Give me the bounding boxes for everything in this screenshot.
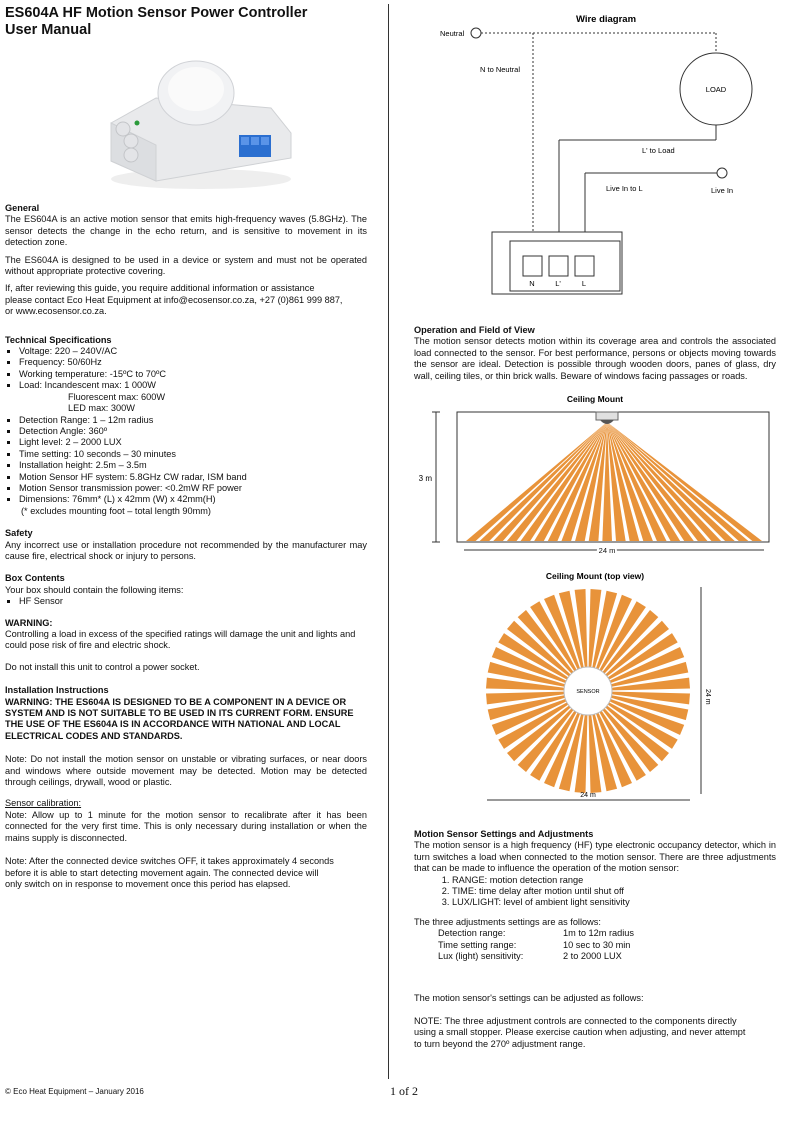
- top-view-diagram: [414, 567, 776, 817]
- adjust-as: The motion sensor's settings can be adjusted as follows:: [414, 992, 644, 1003]
- spec-range: ▪ Detection Range: 1 – 12m radius: [19, 415, 367, 426]
- spec-load-incandescent: Load: Incandescent max: 1 000W: [19, 380, 156, 391]
- general-p3a: If, after reviewing this guide, you require additional information or assistance: [5, 283, 315, 294]
- calibration-note: Note: Allow up to 1 minute for the motion sensor to recalibrate after it has been connected for the very first time. This is only necessary during installation or when the mains supply is disconnected.: [5, 809, 367, 843]
- setting-lux: 3. LUX/LIGHT: level of ambient light sensitivity: [452, 897, 776, 908]
- page-number: 1 of 2: [390, 1084, 418, 1098]
- settings-row: [414, 940, 776, 951]
- specs-heading: Technical Specifications: [5, 334, 112, 345]
- general-p3c: or www.ecosensor.co.za.: [5, 306, 107, 317]
- general-p3b: please contact Eco Heat Equipment at info@ecosensor.co.za, +27 (0)861 999 887,: [5, 294, 343, 305]
- warning-p1: Controlling a load in excess of the specified ratings will damage the unit and lights and could pose risk of fire and electric shock.: [5, 629, 356, 651]
- ceiling-mount-diagram: [414, 390, 776, 555]
- spec-dims-text: Dimensions: 76mm* (L) x 42mm (W) x 42mm(H): [19, 494, 216, 505]
- spec-frequency: ▪ Frequency: 50/60Hz: [19, 357, 367, 368]
- spec-voltage: ▪ Voltage: 220 – 240V/AC: [19, 346, 367, 357]
- sensor-mount: [596, 412, 618, 420]
- wire-diagram-title: Wire diagram: [575, 14, 637, 25]
- settings-row-value: 1m to 12m radius: [563, 928, 634, 939]
- spec-load-fluorescent: Fluorescent max: 600W: [68, 391, 166, 402]
- settings-note-c: to turn beyond the 270º adjustment range.: [414, 1038, 586, 1049]
- load-label: LOAD: [705, 85, 727, 94]
- spec-load-led: LED max: 300W: [68, 403, 135, 414]
- spec-angle: ▪ Detection Angle: 360º: [19, 426, 367, 437]
- general-p2: The ES604A is designed to be used in a device or system and must not be operated without appropriate protective covering.: [5, 254, 367, 277]
- width-label: 24 m: [598, 546, 616, 556]
- terminal-l-prime-label: L': [555, 279, 561, 288]
- settings-intro: The motion sensor is a high frequency (HF) type electronic occupancy detector, which in turn switches a load when connected to the motion sensor. There are three adjustments that can be made to influence the operation of the motion sensor:: [414, 840, 776, 874]
- switch-off-note-c: only switch on in response to movement once this period has elapsed.: [5, 878, 291, 889]
- settings-list: [414, 875, 776, 909]
- l-to-load-label: L' to Load: [642, 146, 675, 155]
- sensor-label: SENSOR: [576, 689, 600, 696]
- live-in-label: Live In: [711, 186, 734, 195]
- terminal-n: [523, 256, 542, 276]
- install-heading: Installation Instructions: [5, 685, 109, 696]
- left-column: [5, 5, 367, 890]
- top-view-title: Ceiling Mount (top view): [545, 571, 645, 582]
- warning-heading: WARNING:: [5, 617, 53, 628]
- operation-heading: Operation and Field of View: [414, 325, 535, 335]
- operation-text: The motion sensor detects motion within its coverage area and controls the associated load connected to the sensor. For best performance, persons or objects moving towards the sensor are ideal. Detection is possible through wooden doors, panes of glass, dry wall, ceiling tiles, or thin brick walls. Beware of windows facing passages or roads.: [414, 336, 776, 381]
- general-heading: General: [5, 203, 40, 213]
- spec-dims: [19, 494, 367, 517]
- spec-load: [19, 380, 367, 414]
- wire-diagram: [414, 5, 776, 317]
- settings-row-key: Time setting range:: [438, 939, 517, 950]
- settings-row-value: 2 to 2000 LUX: [563, 951, 622, 962]
- ceiling-mount-title: Ceiling Mount: [566, 394, 624, 405]
- terminal-l: [575, 256, 594, 276]
- neutral-label: Neutral: [440, 29, 465, 38]
- install-note: Note: Do not install the motion sensor on unstable or vibrating surfaces, or near doors and windows where outside movement may be detected. Motion may be detected through ceilings, drywall, wood or plastic.: [5, 754, 367, 788]
- box-text: Your box should contain the following items:: [5, 584, 184, 595]
- product-image: [101, 53, 301, 193]
- column-divider: [388, 4, 389, 1079]
- bottom-label: 24 m: [580, 792, 596, 800]
- terminal-n-label: N: [529, 279, 535, 288]
- spec-time: ▪ Time setting: 10 seconds – 30 minutes: [19, 449, 367, 460]
- warning-p2: Do not install this unit to control a power socket.: [5, 661, 200, 672]
- settings-row-key: Detection range:: [438, 928, 506, 939]
- safety-text: Any incorrect use or installation procedure not recommended by the manufacturer may cause fire, electrical shock or injury to persons.: [5, 539, 367, 561]
- adjust-intro: The three adjustments settings are as follows:: [414, 916, 601, 927]
- spec-height: ▪ Installation height: 2.5m – 3.5m: [19, 460, 367, 471]
- live-in-to-l-label: Live In to L: [606, 184, 643, 193]
- right-column: [414, 5, 776, 1050]
- calibration-heading: Sensor calibration:: [5, 798, 82, 809]
- title-line-2: User Manual: [5, 22, 92, 38]
- settings-row: [414, 928, 776, 939]
- n-to-neutral-label: N to Neutral: [480, 65, 521, 74]
- terminal-l-label: L: [581, 279, 587, 288]
- setting-time: 2. TIME: time delay after motion until shut off: [452, 886, 776, 897]
- box-item: ▪ HF Sensor: [19, 596, 367, 607]
- spec-power: ▪ Motion Sensor transmission power: <0.2mW RF power: [19, 483, 367, 494]
- live-in-terminal: [717, 168, 727, 178]
- general-p1: The ES604A is an active motion sensor that emits high-frequency waves (5.8GHz). The sensor detects the change in the echo return, and is sensitive to movement in its detection zone.: [5, 214, 367, 248]
- install-warning: WARNING: THE ES604A IS DESIGNED TO BE A COMPONENT IN A DEVICE OR SYSTEM AND IS NOT SUITABLE TO BE USED IN ITS CURRENT FORM. ENSURE THE USE OF THE ES604A IS IN ACCORDANCE WITH NATIONAL AND LOCAL ELECTRICAL CODES AND STANDARDS.: [5, 696, 354, 741]
- terminal-l-prime: [549, 256, 568, 276]
- footer-copyright: © Eco Heat Equipment – January 2016: [5, 1087, 144, 1096]
- neutral-terminal: [471, 28, 481, 38]
- settings-row: [414, 951, 776, 962]
- settings-row-key: Lux (light) sensitivity:: [438, 951, 524, 962]
- spec-light: ▪ Light level: 2 – 2000 LUX: [19, 437, 367, 448]
- side-label: 24 m: [704, 689, 711, 705]
- height-label: 3 m: [418, 474, 432, 484]
- box-heading: Box Contents: [5, 573, 65, 584]
- spec-hf: ▪ Motion Sensor HF system: 5.8GHz CW radar, ISM band: [19, 472, 367, 483]
- specs-list: [5, 346, 367, 517]
- title-line-1: ES604A HF Motion Sensor Power Controller: [5, 5, 308, 21]
- switch-off-note-b: before it is able to start detecting movement again. The connected device will: [5, 867, 319, 878]
- settings-note-a: NOTE: The three adjustment controls are connected to the components directly: [414, 1015, 737, 1026]
- settings-note-b: using a small stopper. Please exercise caution when adjusting, and never attempt: [414, 1027, 746, 1038]
- spec-dims-note: (* excludes mounting foot – total length 90mm): [21, 505, 211, 516]
- spec-temp: ▪ Working temperature: -15ºC to 70ºC: [19, 369, 367, 380]
- setting-range: 1. RANGE: motion detection range: [452, 875, 776, 886]
- settings-row-value: 10 sec to 30 min: [563, 939, 631, 950]
- switch-off-note-a: Note: After the connected device switches OFF, it takes approximately 4 seconds: [5, 856, 334, 867]
- settings-heading: Motion Sensor Settings and Adjustments: [414, 829, 594, 840]
- safety-heading: Safety: [5, 528, 33, 539]
